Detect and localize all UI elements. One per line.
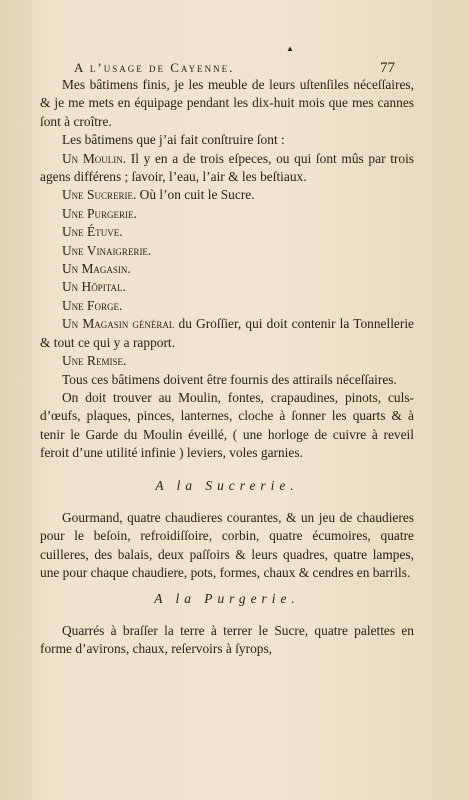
item-magasin-general-name: Un Magasin général [62, 316, 175, 332]
item-remise: Une Remise. [62, 353, 127, 369]
paragraph-purgerie-list: Quarrés à braſſer la terre à terrer le Sucre, quatre palettes en forme d’avirons, chaux, reſervoirs à ſyrops, [40, 622, 414, 657]
item-moulin-name: Un Moulin. [62, 150, 127, 166]
item-etuve: Une Étuve. [62, 224, 123, 240]
spacer [40, 583, 414, 590]
item-magasin-general [40, 315, 414, 352]
running-header: A l’usage de Cayenne. [74, 60, 235, 75]
paragraph-moulin-list: On doit trouver au Moulin, fontes, crapaudines, pinots, culs-d’œufs, plaques, pinces, lanternes, cloche à ſonner les quarts & à tenir le Garde du Moulin éveillé, ( une horloge de cuivre à reveil feroit d’une utilité infinie ) leviers, voles garnies. [40, 389, 414, 461]
item-purgerie: Une Purgerie. [62, 205, 137, 221]
item-magasin: Un Magasin. [62, 261, 131, 277]
printer-mark-icon: ▲ [286, 44, 294, 53]
item-magasin-general-text: du Groſſier, qui doit contenir la Tonnellerie & tout ce qui y a rapport. [40, 316, 414, 350]
item-moulin-text: Il y en a de trois eſpeces, ou qui ſont mûs par trois agens différens ; ſavoir, l’eau, l’air & les beſtiaux. [40, 150, 415, 185]
heading-sucrerie: A la Sucrerie. [155, 477, 299, 493]
page-body [40, 76, 414, 659]
page-number: 77 [380, 60, 395, 76]
item-hopital: Un Hôpital. [62, 279, 126, 295]
spacer [40, 608, 414, 622]
item-sucrerie [62, 186, 414, 204]
item-moulin [40, 150, 414, 187]
spacer [40, 495, 414, 509]
item-sucrerie-text: Où l’on cuit le Sucre. [136, 187, 255, 203]
item-vinaigrerie: Une Vinaigrerie. [62, 242, 152, 258]
item-forge: Une Forge. [62, 297, 123, 313]
paragraph-sucrerie-list: Gourmand, quatre chaudieres courantes, & un jeu de chaudieres pour le beſoin, refroidiſſoire, corbin, quatre écumoires, quatre cuilleres, des balais, deux paſſoirs & leurs quadres, quatre lampes, une pour chaque chaudiere, pots, formes, chaux & cendres en barrils. [40, 509, 414, 581]
paragraph-attirails: Tous ces bâtimens doivent être fournis des attirails néceſſaires. [62, 371, 397, 387]
item-sucrerie-name: Une Sucrerie. [62, 187, 137, 203]
paragraph-intro: Mes bâtimens finis, je les meuble de leurs uſtenſiles néceſſaires, & je me mets en équipage pendant les dix-huit mois que mes cannes ſont à croître. [40, 77, 414, 129]
paragraph-built-intro: Les bâtimens que j’ai fait conſtruire ſont : [62, 132, 285, 148]
spacer [40, 463, 414, 477]
building-list [40, 186, 414, 315]
heading-purgerie: A la Purgerie. [154, 590, 300, 606]
